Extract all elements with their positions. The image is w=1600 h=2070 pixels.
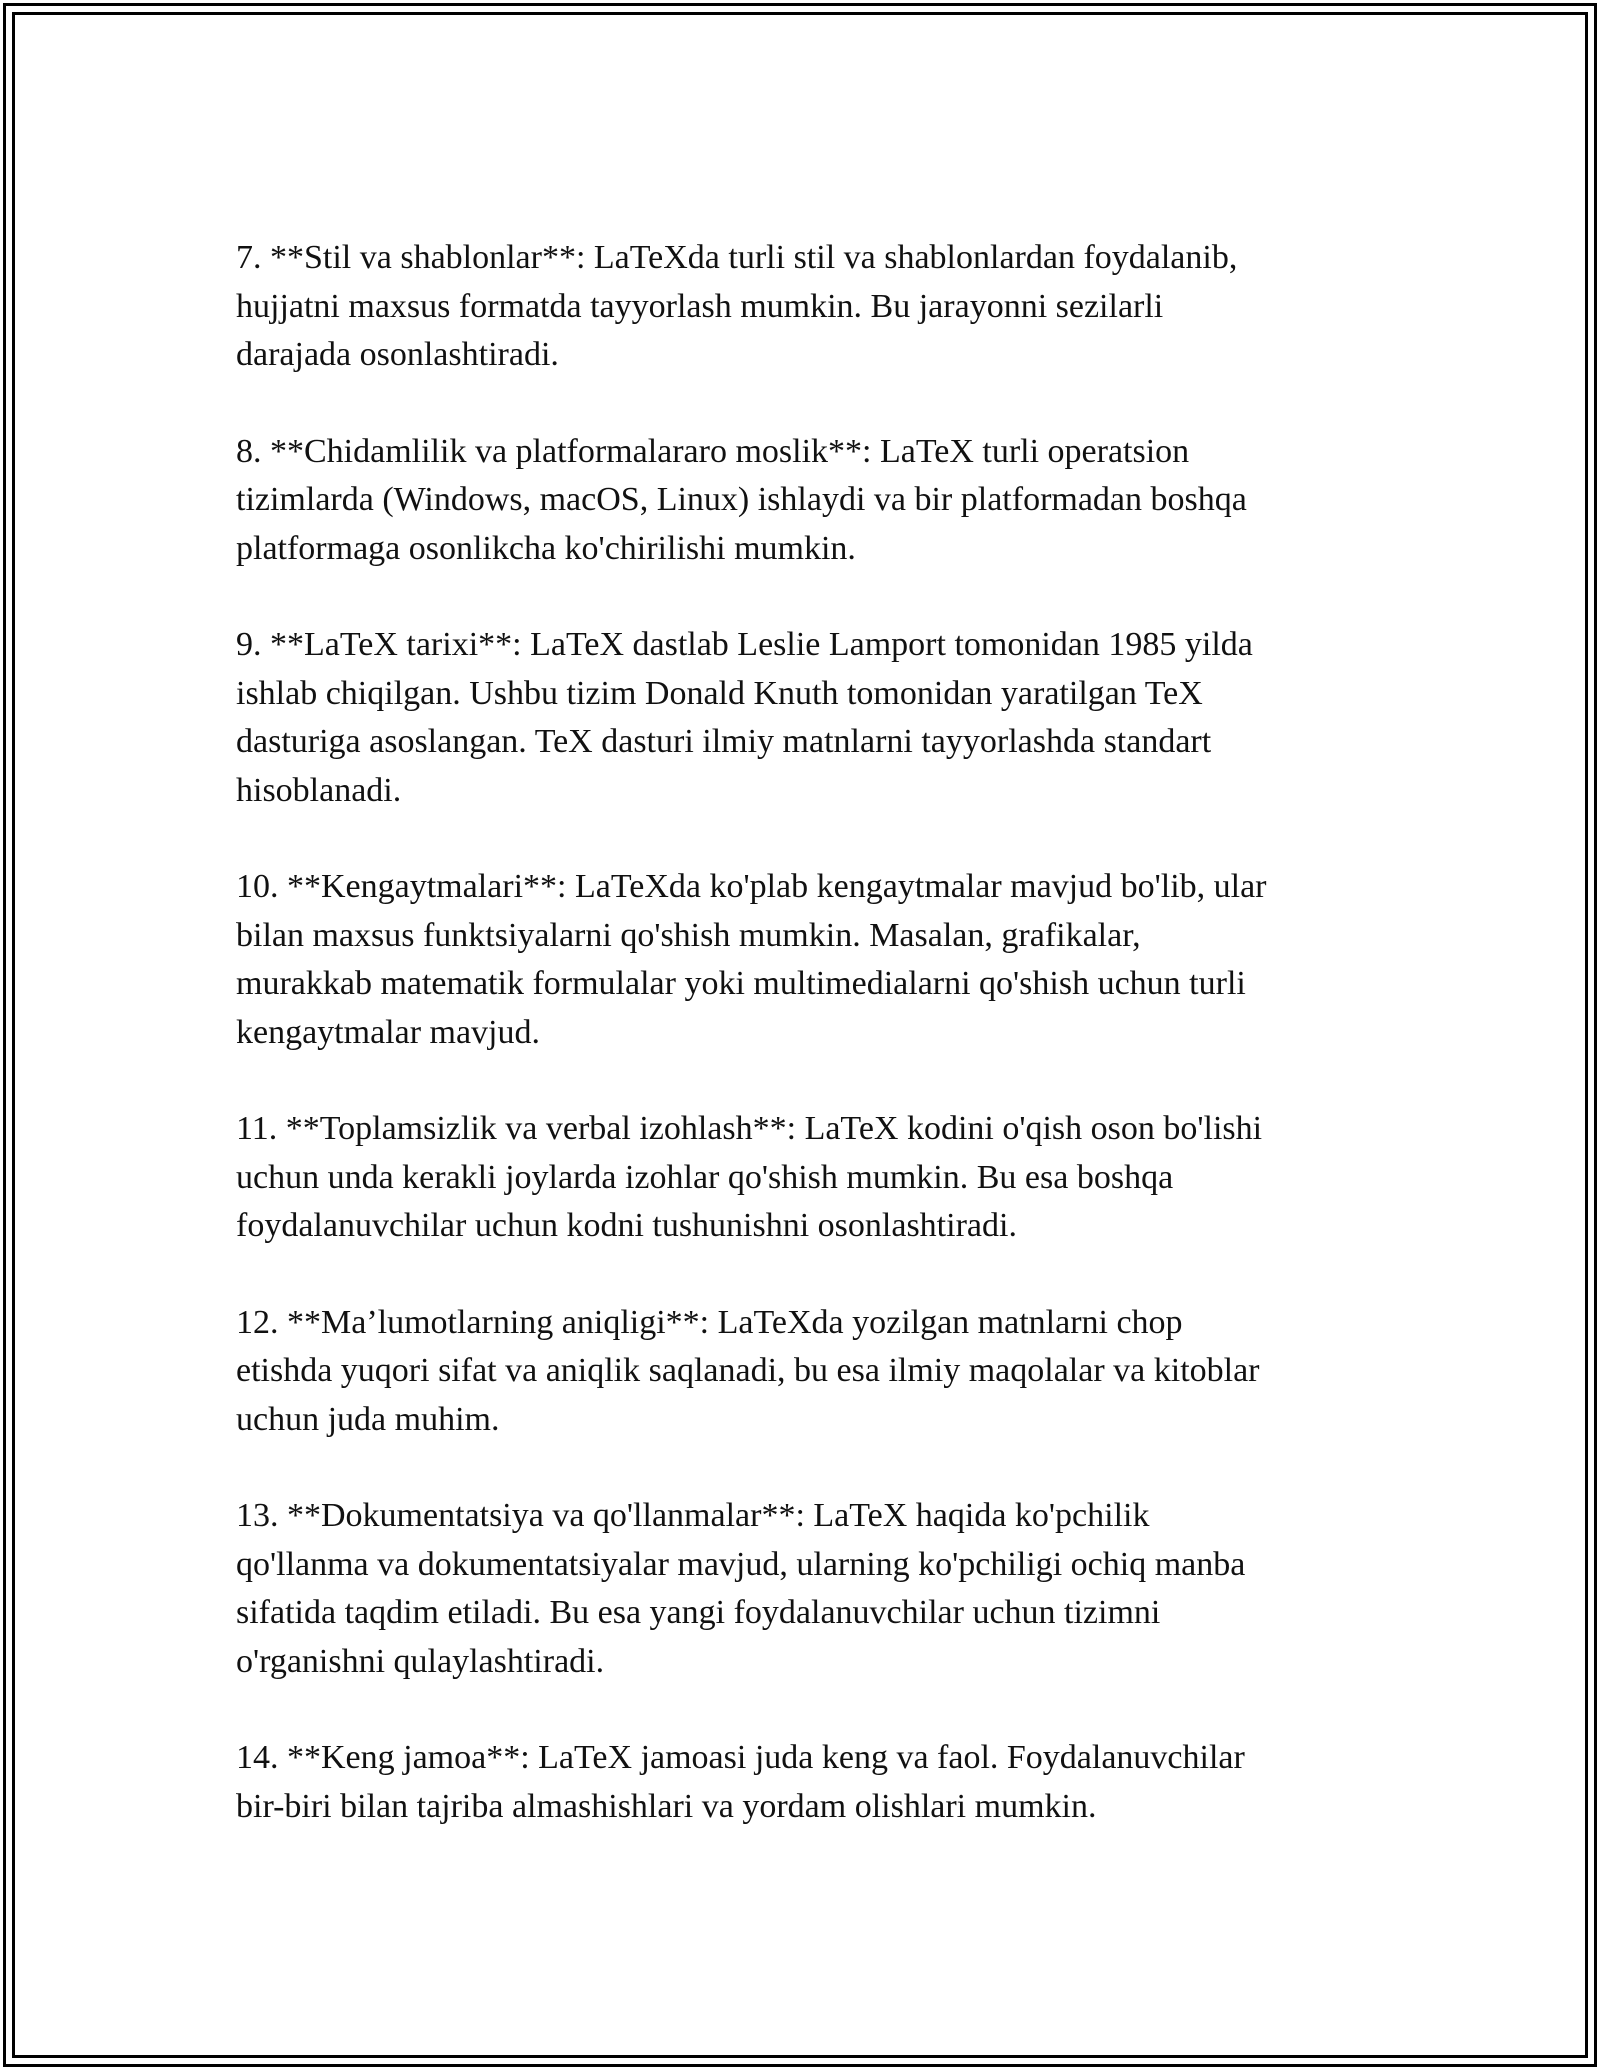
paragraph-item-9 (236, 621, 1366, 815)
paragraph-item-11 (236, 1105, 1366, 1251)
paragraph-line: 12. **Ma’lumotlarning aniqligi**: LaTeXda yozilgan matnlarni chop (236, 1303, 1183, 1341)
paragraph-line: 10. **Kengaytmalari**: LaTeXda ko'plab kengaytmalar mavjud bo'lib, ular (236, 868, 1267, 905)
paragraph-line: hujjatni maxsus formatda tayyorlash mumkin. Bu jarayonni sezilarli (236, 287, 1164, 325)
paragraph-line: dasturiga asoslangan. TeX dasturi ilmiy matnlarni tayyorlashda standart (236, 723, 1212, 760)
paragraph-line: 11. **Toplamsizlik va verbal izohlash**: LaTeX kodini o'qish oson bo'lishi (236, 1110, 1263, 1147)
paragraph-line: ishlab chiqilgan. Ushbu tizim Donald Knuth tomonidan yaratilgan TeX (236, 674, 1203, 712)
paragraph-item-8 (236, 428, 1366, 574)
paragraph-line: uchun juda muhim. (236, 1400, 500, 1438)
paragraph-line: murakkab matematik formulalar yoki multimedialarni qo'shish uchun turli (236, 965, 1246, 1002)
paragraph-line: kengaytmalar mavjud. (236, 1013, 541, 1051)
paragraph-line: bilan maxsus funktsiyalarni qo'shish mumkin. Masalan, grafikalar, (236, 916, 1141, 954)
paragraph-item-12 (236, 1299, 1366, 1445)
paragraph-line: hisoblanadi. (236, 771, 402, 809)
paragraph-line: tizimlarda (Windows, macOS, Linux) ishlaydi va bir platformadan boshqa (236, 481, 1247, 518)
paragraph-item-7 (236, 234, 1366, 380)
paragraph-line: 13. **Dokumentatsiya va qo'llanmalar**: LaTeX haqida ko'pchilik (236, 1497, 1150, 1534)
paragraph-line: sifatida taqdim etiladi. Bu esa yangi foydalanuvchilar uchun tizimni (236, 1594, 1161, 1631)
paragraph-line: bir-biri bilan tajriba almashishlari va yordam olishlari mumkin. (236, 1787, 1097, 1825)
paragraph-item-13 (236, 1492, 1366, 1686)
paragraph-item-14 (236, 1734, 1366, 1831)
paragraph-line: 7. **Stil va shablonlar**: LaTeXda turli stil va shablonlardan foydalanib, (236, 239, 1238, 276)
paragraph-line: platformaga osonlikcha ko'chirilishi mumkin. (236, 529, 856, 567)
paragraph-line: darajada osonlashtiradi. (236, 336, 559, 373)
paragraph-line: uchun unda kerakli joylarda izohlar qo'shish mumkin. Bu esa boshqa (236, 1158, 1174, 1196)
paragraph-line: 8. **Chidamlilik va platformalararo moslik**: LaTeX turli operatsion (236, 432, 1190, 470)
paragraph-line: foydalanuvchilar uchun kodni tushunishni osonlashtiradi. (236, 1207, 1017, 1244)
paragraph-line: 14. **Keng jamoa**: LaTeX jamoasi juda keng va faol. Foydalanuvchilar (236, 1739, 1245, 1776)
paragraph-line: o'rganishni qulaylashtiradi. (236, 1642, 605, 1680)
paragraph-line: etishda yuqori sifat va aniqlik saqlanadi, bu esa ilmiy maqolalar va kitoblar (236, 1352, 1260, 1389)
paragraph-line: qo'llanma va dokumentatsiyalar mavjud, ularning ko'pchiligi ochiq manba (236, 1545, 1246, 1583)
paragraph-line: 9. **LaTeX tarixi**: LaTeX dastlab Leslie Lamport tomonidan 1985 yilda (236, 626, 1253, 663)
paragraph-item-10 (236, 863, 1366, 1057)
document-body (236, 234, 1366, 1879)
